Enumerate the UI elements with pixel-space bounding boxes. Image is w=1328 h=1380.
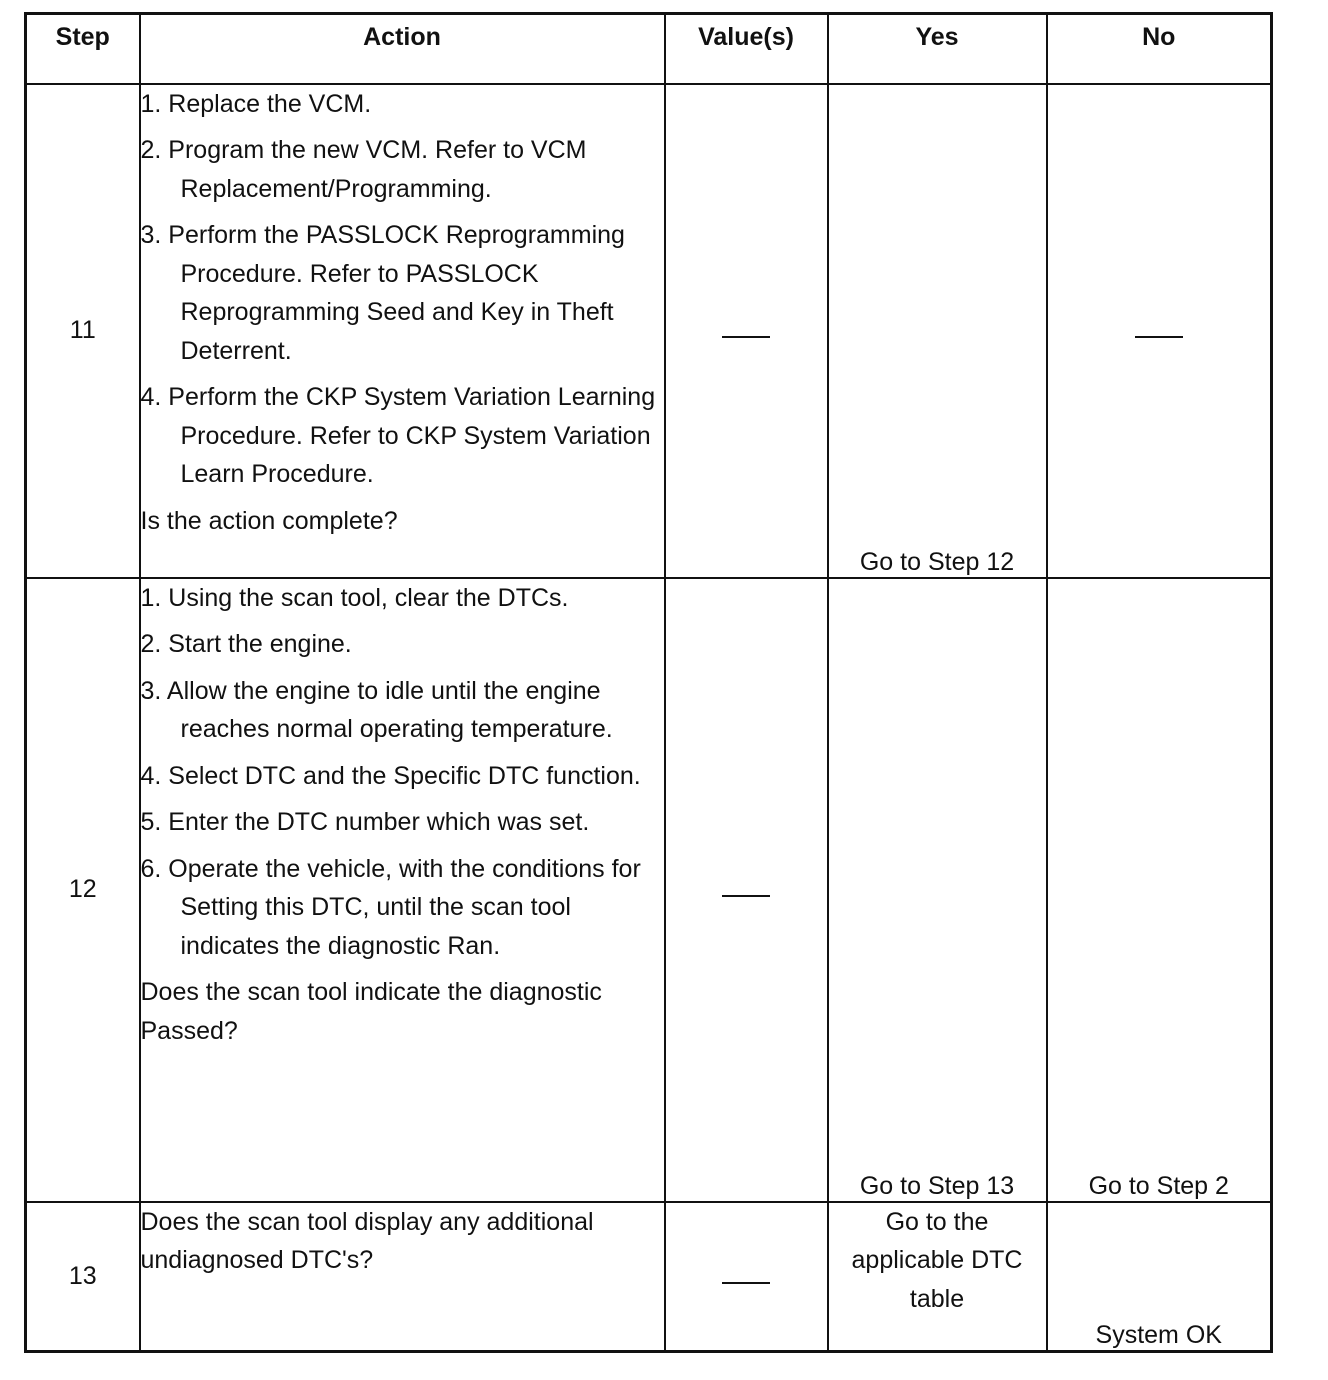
action-item: 4. Perform the CKP System Variation Learning Procedure. Refer to CKP System Variation Learn Procedure. [140,383,656,488]
action-item: 1. Using the scan tool, clear the DTCs. [140,583,569,612]
action-item: 6. Operate the vehicle, with the conditions for Setting this DTC, until the scan tool indicates the diagnostic Ran. [140,854,641,960]
dash-mark [1135,336,1183,338]
action-item: 1. Replace the VCM. [140,89,372,118]
dash-mark [722,336,770,338]
value-cell [665,84,828,578]
no-cell: Go to Step 2 [1047,578,1272,1202]
header-row [26,14,1272,84]
value-cell [665,578,828,1202]
header-values: Value(s) [665,14,828,84]
header-action: Action [140,14,665,84]
yes-cell: Go to Step 13 [828,578,1047,1202]
value-cell [665,1202,828,1352]
action-question: Does the scan tool indicate the diagnostic Passed? [140,978,602,1045]
table-row [26,84,1272,578]
action-cell [140,578,665,1202]
yes-cell: Go to Step 12 [828,84,1047,578]
step-number: 12 [26,578,140,1202]
header-yes: Yes [828,14,1047,84]
table-row [26,578,1272,1202]
action-item: 4. Select DTC and the Specific DTC function. [140,761,641,790]
step-number: 13 [26,1202,140,1352]
action-question: Does the scan tool display any additional undiagnosed DTC's? [140,1207,594,1274]
action-item: 3. Allow the engine to idle until the engine reaches normal operating temperature. [140,676,613,743]
action-item: 5. Enter the DTC number which was set. [140,808,590,836]
table-row [26,1202,1272,1352]
no-cell: System OK [1047,1202,1272,1352]
no-cell [1047,84,1272,578]
action-question: Is the action complete? [140,506,398,535]
action-item: 3. Perform the PASSLOCK Reprogramming Procedure. Refer to PASSLOCK Reprogramming Seed and Key in Theft Deterrent. [140,221,625,365]
step-number: 11 [26,84,140,578]
action-cell [140,84,665,578]
yes-cell: Go to the applicable DTC table [828,1202,1047,1352]
action-item: 2. Start the engine. [140,630,352,658]
dash-mark [722,895,770,897]
diagnostic-table [24,12,1273,1353]
action-item: 2. Program the new VCM. Refer to VCM Replacement/Programming. [140,136,587,203]
header-step: Step [26,14,140,84]
header-no: No [1047,14,1272,84]
dash-mark [722,1282,770,1284]
action-cell [140,1202,665,1352]
